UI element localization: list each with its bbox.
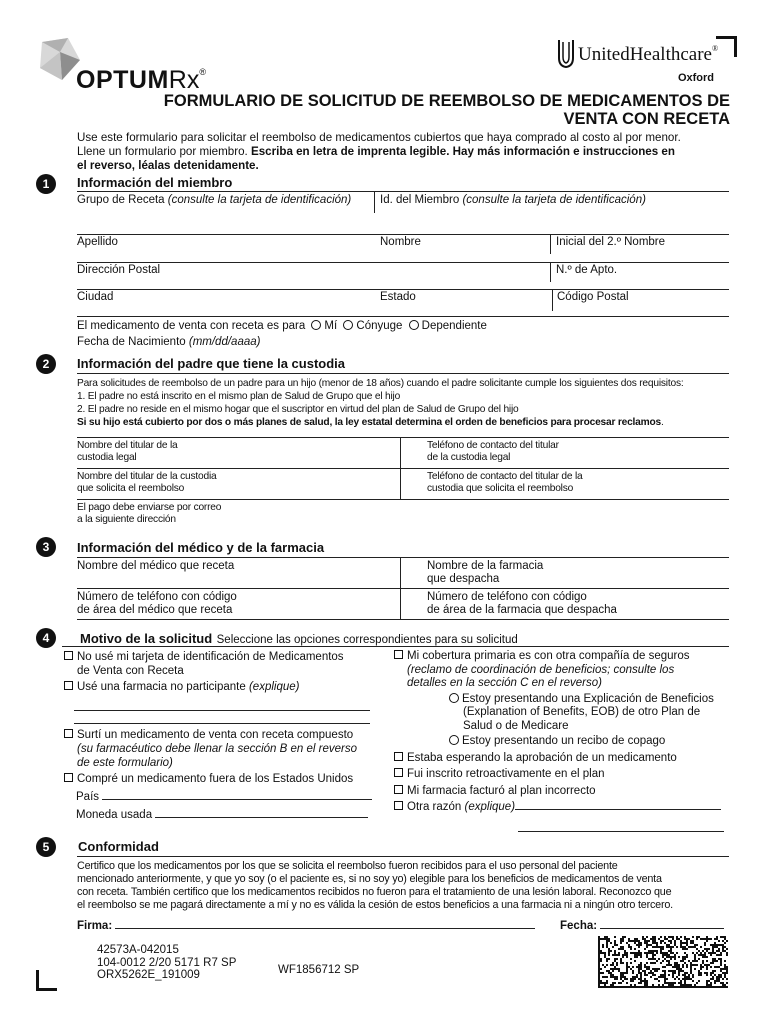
section-2-number: 2 (36, 354, 56, 374)
uhc-wordmark: UnitedHealthcare (578, 44, 712, 65)
intro-text: Use este formulario para solicitar el reembolso de medicamentos cubiertos que haya comprado al costo al por menor. Llene un formulario por miembro. Escriba en letra de imprenta legible. Hay más información e instrucciones en el reverso, léalas detenidamente. (77, 131, 681, 172)
reason-left-column: No usé mi tarjeta de identificación de Medicamentos de Venta con Receta Usé una farmacia no participante (explique) Surtí un medicamento de venta con receta compuesto (su farmacéutico debe llenar la sección B en el reverso de este formulario) Compré un medicamento fuera de los Estados Unidos País Moneda usada (64, 650, 372, 822)
last-name-field[interactable]: Apellido (77, 236, 118, 248)
member-id-field[interactable]: Id. del Miembro (consulte la tarjeta de identificación) (380, 194, 646, 206)
reason-no-card[interactable]: No usé mi tarjeta de identificación de Medicamentos (64, 650, 372, 664)
unitedhealthcare-logo: UnitedHealthcare® Oxford (556, 38, 716, 86)
doctor-phone-field[interactable]: Número de teléfono con código de área del médico que receta (77, 591, 237, 616)
currency-field[interactable]: Moneda usada (64, 808, 372, 822)
group-field[interactable]: Grupo de Receta (consulte la tarjeta de identificación) (77, 194, 352, 206)
explain-line-2[interactable] (74, 721, 370, 724)
apt-field[interactable]: N.º de Apto. (556, 264, 618, 276)
section-1-number: 1 (36, 174, 56, 194)
checkbox[interactable] (394, 768, 403, 777)
doctor-name-field[interactable]: Nombre del médico que receta (77, 560, 235, 572)
reason-other[interactable]: Otra razón (explique) (394, 801, 724, 815)
dob-field[interactable]: Fecha de Nacimiento (mm/dd/aaaa) (77, 336, 261, 348)
section-2-title: Información del padre que tiene la custodia (77, 356, 345, 371)
checkbox[interactable] (394, 801, 403, 810)
zip-field[interactable]: Código Postal (557, 291, 629, 303)
uhc-shield-icon (556, 38, 576, 68)
radio[interactable] (449, 693, 459, 703)
reason-retroactive[interactable]: Fui inscrito retroactivamente en el plan (394, 768, 724, 782)
address-field[interactable]: Dirección Postal (77, 264, 161, 276)
reason-compound[interactable]: Surtí un medicamento de venta con receta compuesto (64, 728, 372, 742)
state-field[interactable]: Estado (380, 291, 416, 303)
custodian-phone-field[interactable]: Teléfono de contacto del titular de la custodia legal (427, 440, 559, 463)
reason-right-column: Mi cobertura primaria es con otra compañía de seguros (reclamo de coordinación de beneficios; consulte los detalles en la sección C en el reverso) Estoy presentando una Explicación de Beneficios (Explanation of Benefits, EOB) de otro Plan de Salud o de Medicare Estoy presentando un recibo de copago Estaba esperando la aprobación de un medicamento Fui inscrito retroactivamente en el plan Mi farmacia facturó al plan incorrecto Otra razón (explique) (394, 650, 724, 832)
section-5-number: 5 (36, 837, 56, 857)
section-5-title: Conformidad (78, 839, 159, 854)
date-field[interactable]: Fecha: (560, 920, 724, 933)
requesting-custodian-name-field[interactable]: Nombre del titular de la custodia que solicita el reembolso (77, 471, 217, 494)
optum-logo-icon (36, 38, 80, 80)
other-explain-line[interactable] (518, 821, 724, 832)
optum-wordmark: OPTUM (76, 66, 169, 94)
form-title: FORMULARIO DE SOLICITUD DE REEMBOLSO DE MEDICAMENTOS DE VENTA CON RECETA (163, 92, 730, 128)
signature-field[interactable]: Firma: (77, 920, 535, 933)
option-eob[interactable]: Estoy presentando una Explicación de Beneficios (394, 693, 724, 707)
reason-nonparticipating[interactable]: Usé una farmacia no participante (explique) (64, 680, 372, 694)
pharmacy-name-field[interactable]: Nombre de la farmacia que despacha (427, 560, 544, 585)
checkbox[interactable] (64, 773, 73, 782)
corner-mark-top-right (716, 36, 737, 57)
reason-primary-coverage[interactable]: Mi cobertura primaria es con otra compañía de seguros (394, 650, 724, 664)
custodian-name-field[interactable]: Nombre del titular de la custodia legal (77, 440, 178, 463)
reason-outside-us[interactable]: Compré un medicamento fuera de los Estados Unidos (64, 772, 372, 786)
corner-mark-bottom-left (36, 970, 57, 991)
form-codes: 42573A-042015 104-0012 2/20 5171 R7 SP ORX5262E_191009 (97, 944, 237, 981)
checkbox[interactable] (64, 651, 73, 660)
explain-line-1[interactable] (74, 708, 370, 711)
middle-initial-field[interactable]: Inicial del 2.º Nombre (556, 236, 666, 248)
radio-dependent[interactable] (409, 320, 419, 330)
form-code-wf: WF1856712 SP (278, 964, 360, 976)
barcode-icon (598, 936, 728, 988)
checkbox[interactable] (64, 729, 73, 738)
payment-address-field[interactable]: El pago debe enviarse por correo a la siguiente dirección (77, 502, 222, 525)
section-4-number: 4 (36, 628, 56, 648)
section-4-title: Motivo de la solicitud Seleccione las opciones correspondientes para su solicitud (80, 631, 518, 646)
section-3-number: 3 (36, 537, 56, 557)
radio[interactable] (449, 735, 459, 745)
registered-mark: ® (199, 67, 206, 77)
section-3-title: Información del médico y de la farmacia (77, 540, 325, 555)
requesting-custodian-phone-field[interactable]: Teléfono de contacto del titular de la custodia que solicita el reembolso (427, 471, 583, 494)
checkbox[interactable] (394, 752, 403, 761)
checkbox[interactable] (64, 681, 73, 690)
rx-wordmark: Rx (168, 66, 200, 94)
country-field[interactable]: País (64, 790, 372, 804)
oxford-label: Oxford (677, 72, 714, 84)
medication-for-row: El medicamento de venta con receta es para Mí Cónyuge Dependiente (77, 320, 487, 332)
radio-spouse[interactable] (343, 320, 353, 330)
radio-me[interactable] (311, 320, 321, 330)
section-1-title: Información del miembro (77, 175, 233, 190)
pharmacy-phone-field[interactable]: Número de teléfono con código de área de la farmacia que despacha (427, 591, 617, 616)
first-name-field[interactable]: Nombre (380, 236, 421, 248)
section-2-instructions: Para solicitudes de reembolso de un padre para un hijo (menor de 18 años) cuando el padre solicitante cumple los siguientes dos requisitos: 1. El padre no está inscrito en el mismo plan de Salud de Grupo que el hijo 2. El padre no reside en el mismo hogar que el suscriptor en virtud del plan de Salud de Grupo del hijo Si su hijo está cubierto por dos o más planes de salud, la ley estatal determina el orden de beneficios para procesar reclamos. (77, 378, 684, 428)
certification-text: Certifico que los medicamentos por los que se solicita el reembolso fueron recibidos para el uso personal del paciente mencionado anteriormente, y que yo soy (o el paciente es, si no soy yo) elegible para los beneficios de medicamentos de venta con receta. También certifico que los medicamentos recibidos no fueron para el tratamiento de una lesión laboral. Reconozco que el reembolso se me pagará directamente a mí y no es válida la cesión de estos beneficios a una farmacia ni a ningún otro tercero. (77, 860, 673, 911)
option-copay-receipt[interactable]: Estoy presentando un recibo de copago (394, 735, 724, 749)
checkbox[interactable] (394, 650, 403, 659)
reason-wrong-plan[interactable]: Mi farmacia facturó al plan incorrecto (394, 785, 724, 799)
reason-awaiting-approval[interactable]: Estaba esperando la aprobación de un medicamento (394, 752, 724, 766)
city-field[interactable]: Ciudad (77, 291, 114, 303)
checkbox[interactable] (394, 785, 403, 794)
